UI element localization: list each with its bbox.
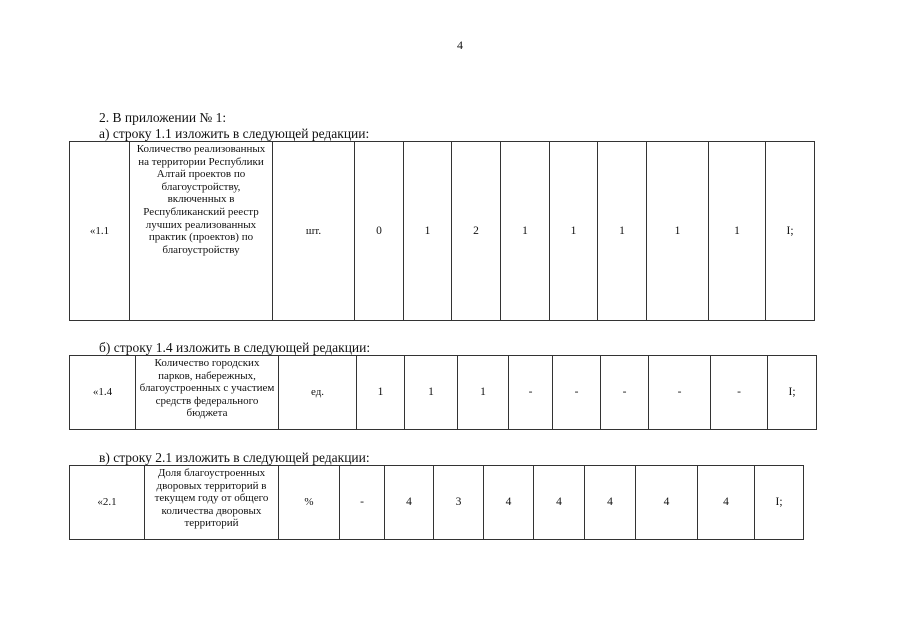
value-cell: 4 [636, 466, 698, 540]
row-unit: ед. [279, 356, 357, 430]
table-row-2-1 [69, 465, 804, 540]
row-code: «1.1 [70, 142, 130, 321]
value-cell: 1 [357, 356, 405, 430]
row-description: Количество городских парков, набережных, благоустроенных с участием средств федерального бюджета [136, 356, 279, 430]
section-b-title: б) строку 1.4 изложить в следующей редакции: [99, 340, 371, 355]
value-cell: - [509, 356, 553, 430]
value-cell: - [711, 356, 768, 430]
table-row-1-1 [69, 141, 815, 321]
value-cell: 1 [404, 142, 452, 321]
value-cell: 4 [484, 466, 534, 540]
row-end-mark: I; [755, 466, 804, 540]
value-cell: 1 [405, 356, 458, 430]
value-cell: 4 [585, 466, 636, 540]
value-cell: - [340, 466, 385, 540]
value-cell: 4 [698, 466, 755, 540]
table-row-1-4 [69, 355, 817, 430]
value-cell: 1 [501, 142, 550, 321]
value-cell: - [649, 356, 711, 430]
section-c-title: в) строку 2.1 изложить в следующей редакции: [99, 450, 370, 465]
row-unit: шт. [273, 142, 355, 321]
row-code: «1.4 [70, 356, 136, 430]
section-heading: 2. В приложении № 1: [99, 110, 227, 125]
value-cell: 4 [385, 466, 434, 540]
value-cell: 1 [647, 142, 709, 321]
value-cell: - [601, 356, 649, 430]
value-cell: 1 [550, 142, 598, 321]
row-code: «2.1 [70, 466, 145, 540]
row-description: Количество реализованных на территории Республики Алтай проектов по благоустройству, включенных в Республиканский реестр лучших реализованных практик (проектов) по благоустройству [130, 142, 273, 321]
row-end-mark: I; [766, 142, 815, 321]
section-a-title: а) строку 1.1 изложить в следующей редакции: [99, 126, 370, 141]
value-cell: 2 [452, 142, 501, 321]
value-cell: 4 [534, 466, 585, 540]
value-cell: 1 [709, 142, 766, 321]
row-end-mark: I; [768, 356, 817, 430]
value-cell: 1 [598, 142, 647, 321]
value-cell: 1 [458, 356, 509, 430]
value-cell: 3 [434, 466, 484, 540]
row-description: Доля благоустроенных дворовых территорий в текущем году от общего количества дворовых территорий [145, 466, 279, 540]
value-cell: - [553, 356, 601, 430]
page-number: 4 [457, 38, 463, 52]
row-unit: % [279, 466, 340, 540]
value-cell: 0 [355, 142, 404, 321]
